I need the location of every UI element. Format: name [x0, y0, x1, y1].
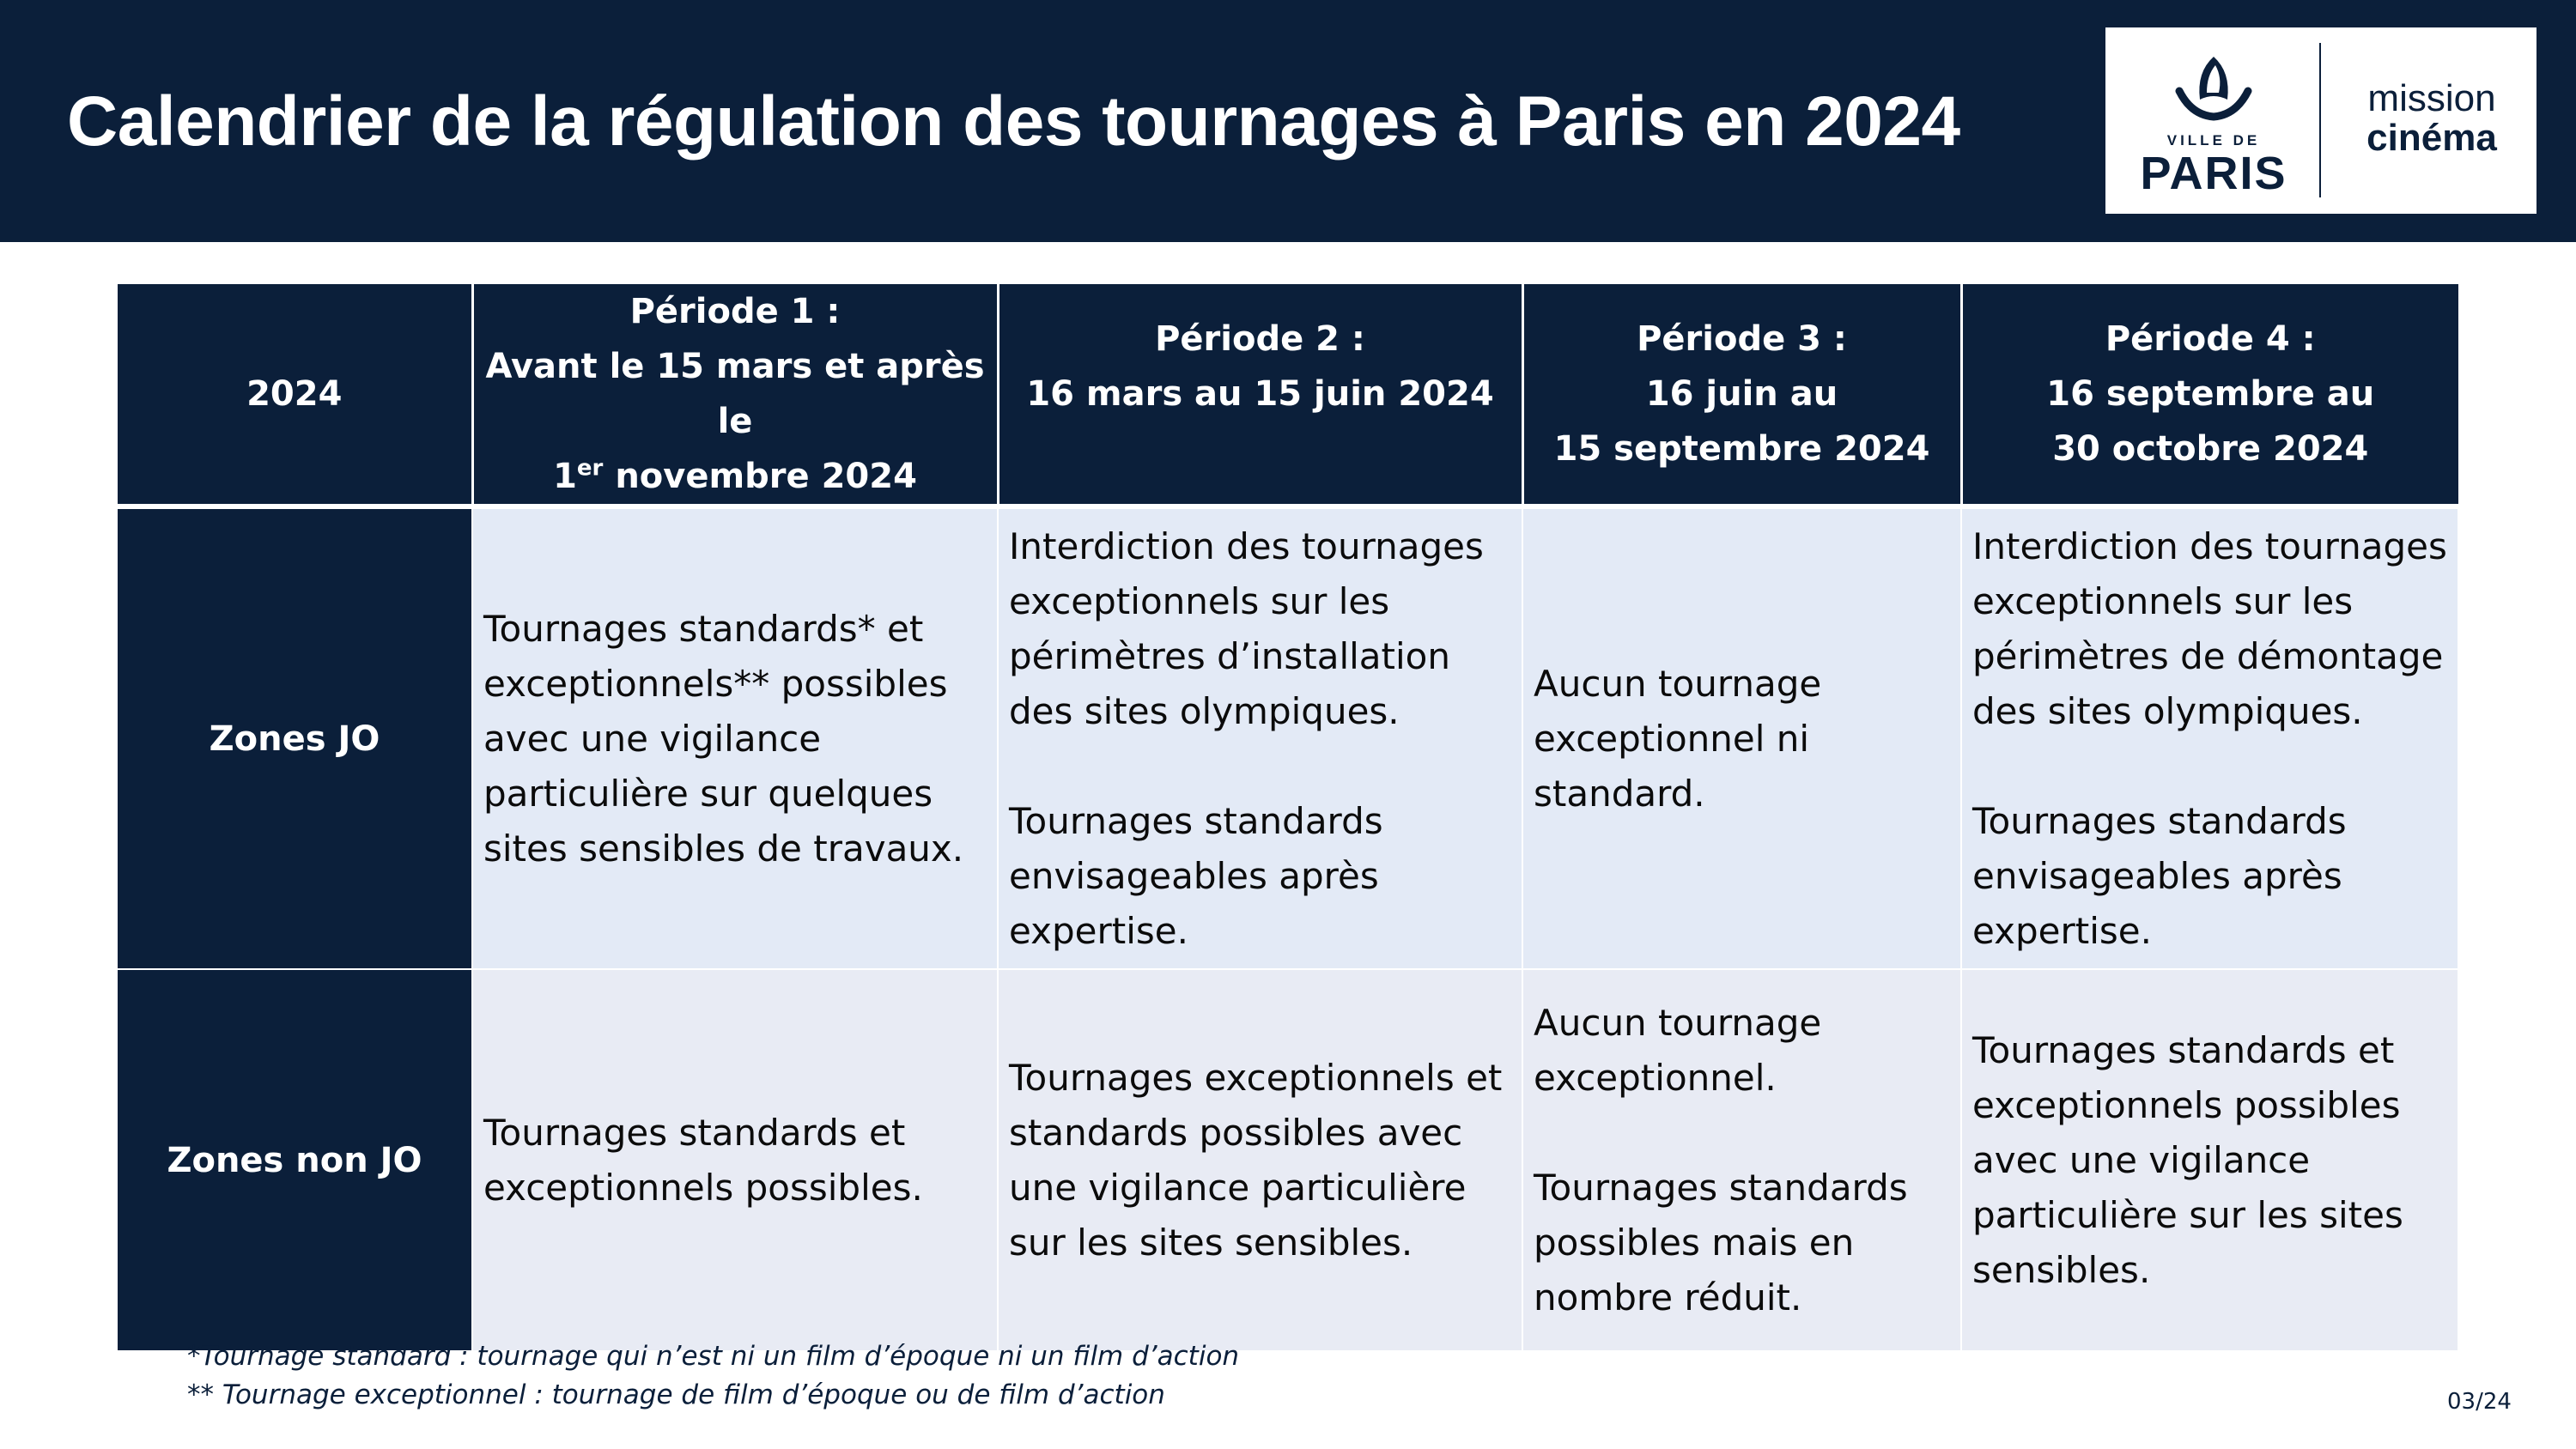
paragraph-gap [1534, 1106, 1952, 1161]
period-2-title: Période 2 : [1155, 319, 1365, 359]
cell-text: Interdiction des tournages exceptionnels sur les périmètres d’installation des sites olympiques. [1009, 524, 1484, 732]
cell-text: Tournages exceptionnels et standards possibles avec une vigilance particulière sur les sites sensibles. [1009, 1056, 1503, 1264]
paragraph-gap [1972, 739, 2449, 794]
table-row-zones-non-jo [118, 969, 2458, 1351]
logo-divider [2319, 43, 2321, 197]
table-header-row [118, 284, 2458, 506]
logo-city-small-text: VILLE DE [2166, 132, 2261, 149]
table-corner-year: 2024 [118, 284, 472, 506]
logo [2105, 27, 2537, 214]
cell-text: Tournages standards et exceptionnels possibles. [483, 1111, 923, 1209]
cell-zones-non-jo-period-3 [1522, 969, 1961, 1351]
cell-text: Tournages standards possibles mais en nombre réduit. [1534, 1166, 1908, 1319]
column-header-period-3 [1522, 284, 1961, 506]
paragraph-gap [1009, 739, 1513, 794]
period-2-line2: 16 mars au 15 juin 2024 [1026, 374, 1494, 414]
cell-text: Aucun tournage exceptionnel ni standard. [1534, 662, 1822, 815]
period-3-line2: 16 juin au [1645, 374, 1838, 414]
table-row-zones-jo [118, 506, 2458, 969]
logo-city-text: PARIS [2140, 148, 2287, 199]
logo-mission-text: mission [2367, 77, 2496, 119]
cell-zones-jo-period-3 [1522, 506, 1961, 969]
period-1-month-year: novembre 2024 [603, 457, 917, 496]
cell-zones-non-jo-period-4 [1961, 969, 2458, 1351]
period-1-line3 [481, 449, 990, 504]
footnote-exceptional: ** Tournage exceptionnel : tournage de film d’époque ou de film d’action [187, 1379, 1165, 1410]
page-number: 03/24 [2447, 1389, 2512, 1415]
cell-zones-non-jo-period-1 [472, 969, 998, 1351]
period-3-title: Période 3 : [1637, 319, 1847, 359]
cell-text: Aucun tournage exceptionnel. [1534, 1001, 1822, 1099]
period-3-line3: 15 septembre 2024 [1553, 429, 1930, 469]
cell-text: Tournages standards envisageables après expertise. [1009, 799, 1383, 952]
period-4-line2: 16 septembre au [2046, 374, 2375, 414]
cell-text: Tournages standards envisageables après expertise. [1972, 799, 2347, 952]
cell-zones-non-jo-period-2 [998, 969, 1522, 1351]
cell-zones-jo-period-2 [998, 506, 1522, 969]
paris-ship-emblem-icon [2162, 46, 2265, 129]
cell-text: Tournages standards* et exceptionnels** possibles avec une vigilance particulière sur quelques sites sensibles de travaux. [483, 607, 964, 870]
period-4-line3: 30 octobre 2024 [2052, 429, 2369, 469]
cell-text: Tournages standards et exceptionnels possibles avec une vigilance particulière sur les sites sensibles. [1972, 1028, 2403, 1291]
period-1-day: 1 [553, 457, 577, 496]
cell-zones-jo-period-4 [1961, 506, 2458, 969]
header-banner [0, 0, 2576, 242]
period-1-title: Période 1 : [629, 292, 841, 331]
column-header-period-1 [472, 284, 998, 506]
page-title: Calendrier de la régulation des tournages à Paris en 2024 [67, 82, 1960, 161]
cell-zones-jo-period-1 [472, 506, 998, 969]
row-header-zones-jo: Zones JO [118, 506, 472, 969]
column-header-period-2 [998, 284, 1522, 506]
footnote-standard: *Tournage standard : tournage qui n’est ni un film d’époque ni un film d’action [187, 1341, 1240, 1372]
period-1-ordinal: er [576, 455, 604, 482]
period-4-title: Période 4 : [2105, 319, 2316, 359]
row-header-zones-non-jo: Zones non JO [118, 969, 472, 1351]
period-1-line2: Avant le 15 mars et après le [485, 347, 985, 441]
period-2-line3 [1006, 421, 1515, 476]
column-header-period-4 [1961, 284, 2458, 506]
regulation-schedule-table [118, 284, 2459, 1352]
logo-cinema-text: cinéma [2366, 117, 2497, 159]
cell-text: Interdiction des tournages exceptionnels sur les périmètres de démontage des sites olympiques. [1972, 524, 2447, 732]
